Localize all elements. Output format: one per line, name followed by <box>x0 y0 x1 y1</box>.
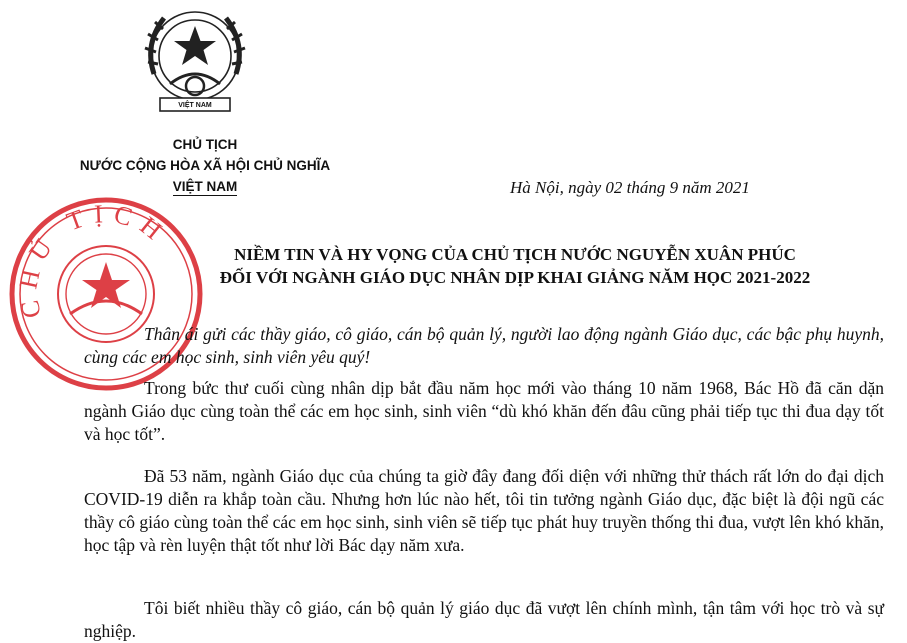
greeting: Thân ái gửi các thầy giáo, cô giáo, cán bộ quản lý, người lao động ngành Giáo dục, các bậc phụ huynh, cùng các em học sinh, sinh viên yêu quý! <box>84 324 884 367</box>
paragraph-1: Trong bức thư cuối cùng nhân dịp bắt đầu năm học mới vào tháng 10 năm 1968, Bác Hồ đã căn dặn ngành Giáo dục cùng toàn thể các em học sinh, sinh viên “dù khó khăn đến đâu cũng phải tiếp tục thi đua dạy tốt và học tốt”. <box>84 378 884 444</box>
issuer-title: CHỦ TỊCH <box>172 137 238 152</box>
title-line-2: ĐỐI VỚI NGÀNH GIÁO DỤC NHÂN DỊP KHAI GIẢNG NĂM HỌC 2021-2022 <box>219 268 811 287</box>
letter-title <box>125 243 905 289</box>
issuer-block <box>40 134 370 197</box>
seal-text: CHỦ TỊCH <box>13 199 175 321</box>
paragraph-2: Đã 53 năm, ngành Giáo dục của chúng ta giờ đây đang đối diện với những thử thách rất lớn do đại dịch COVID-19 diễn ra khắp toàn cầu. Nhưng hơn lúc nào hết, tôi tin tưởng ngành Giáo dục, đặc biệt là đội ngũ các thầy cô giáo cùng toàn thể các em học sinh, sinh viên sẽ tiếp tục phát huy truyền thống thi đua, vượt lên khó khăn, học tập và rèn luyện thật tốt như lời Bác dạy năm xưa. <box>84 466 884 555</box>
place-date: Hà Nội, ngày 02 tháng 9 năm 2021 <box>510 178 750 197</box>
issuer-country: NƯỚC CỘNG HÒA XÃ HỘI CHỦ NGHĨA <box>79 158 331 173</box>
title-line-1: NIỀM TIN VÀ HY VỌNG CỦA CHỦ TỊCH NƯỚC NGUYỄN XUÂN PHÚC <box>234 245 796 264</box>
emblem-ribbon-text: VIỆT NAM <box>178 102 212 109</box>
issuer-country-name: VIỆT NAM <box>172 179 238 194</box>
paragraph-3: Tôi biết nhiều thầy cô giáo, cán bộ quản lý giáo dục đã vượt lên chính mình, tận tâm với học trò và sự nghiệp. <box>84 598 884 641</box>
